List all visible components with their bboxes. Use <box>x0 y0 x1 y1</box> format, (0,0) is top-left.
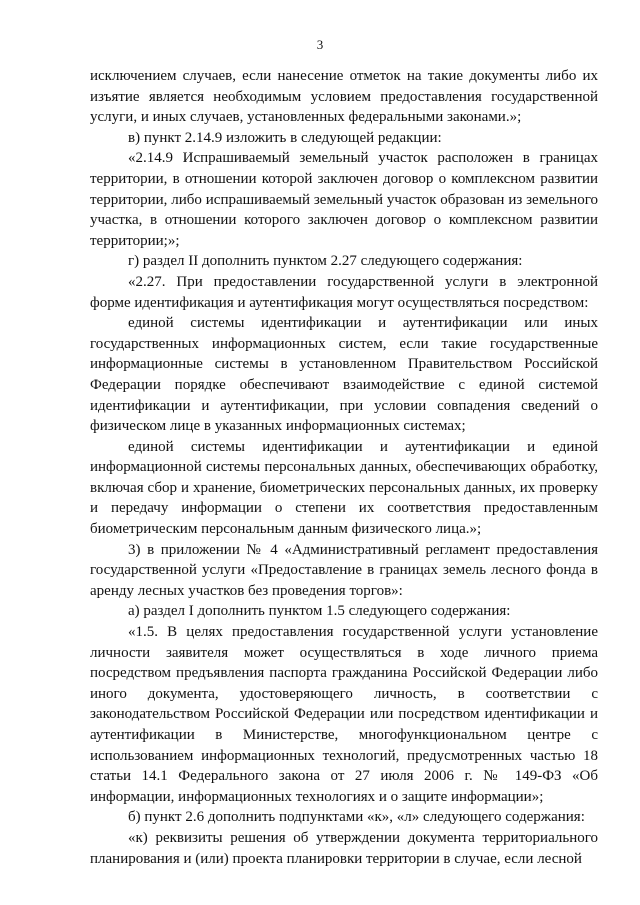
paragraph-clause-2-27: «2.27. При предоставлении государственной услуги в электронной форме идентификация и аутентификация могут осуществляться посредством: <box>90 273 598 311</box>
paragraph-item-a: а) раздел I дополнить пунктом 1.5 следующего содержания: <box>128 603 511 620</box>
paragraph-item-b: б) пункт 2.6 дополнить подпунктами «к», «л» следующего содержания: <box>128 809 585 826</box>
paragraph-unified-identification-system: единой системы идентификации и аутентификации или иных государственных информационных систем, если такие государственные информационные системы в установленном Правительством Российской Федерации порядке обеспечивают взаимодействие с единой системой идентификации и аутентификации, при условии совпадения сведений о физическом лице в указанных информационных системах; <box>90 315 598 435</box>
paragraph-continuation: исключением случаев, если нанесение отметок на такие документы либо их изъятие является необходимым условием предоставления государственной услуги, и иных случаев, установленных федеральными законами.»; <box>90 68 598 126</box>
paragraph-subitem-k: «к) реквизиты решения об утверждении документа территориального планирования и (или) проекта планировки территории в случае, если лесной <box>90 829 598 867</box>
document-body <box>90 66 598 869</box>
paragraph-clause-1-5: «1.5. В целях предоставления государственной услуги установление личности заявителя может осуществляться в ходе личного приема посредством предъявления паспорта гражданина Российской Федерации либо иного документа, удостоверяющего личность, в соответствии с законодательством Российской Федерации или посредством идентификации и аутентификации в Министерстве, многофункциональном центре с использованием информационных технологий, предусмотренных частью 18 статьи 14.1 Федерального закона от 27 июля 2006 г. № 149-ФЗ «Об информации, информационных технологиях и о защите информации»; <box>90 624 598 805</box>
paragraph-item-g: г) раздел II дополнить пунктом 2.27 следующего содержания: <box>128 253 523 270</box>
paragraph-item-v: в) пункт 2.14.9 изложить в следующей редакции: <box>128 129 442 146</box>
paragraph-biometric-system: единой системы идентификации и аутентификации и единой информационной системы персональных данных, обеспечивающих обработку, включая сбор и хранение, биометрических персональных данных, их проверку и передачу информации о степени их соответствия предоставленным биометрическим персональным данным физического лица.»; <box>90 438 598 538</box>
page-number: 3 <box>316 37 324 52</box>
paragraph-appendix-4: 3) в приложении № 4 «Административный регламент предоставления государственной услуги «Предоставление в границах земель лесного фонда в аренду лесных участков без проведения торгов»: <box>90 541 598 599</box>
paragraph-clause-2-14-9: «2.14.9 Испрашиваемый земельный участок расположен в границах территории, в отношении которой заключен договор о комплексном развитии территории, либо испрашиваемый земельный участок образован из земельного участка, в отношении которого заключен договор о комплексном развитии территории;»; <box>90 150 598 249</box>
